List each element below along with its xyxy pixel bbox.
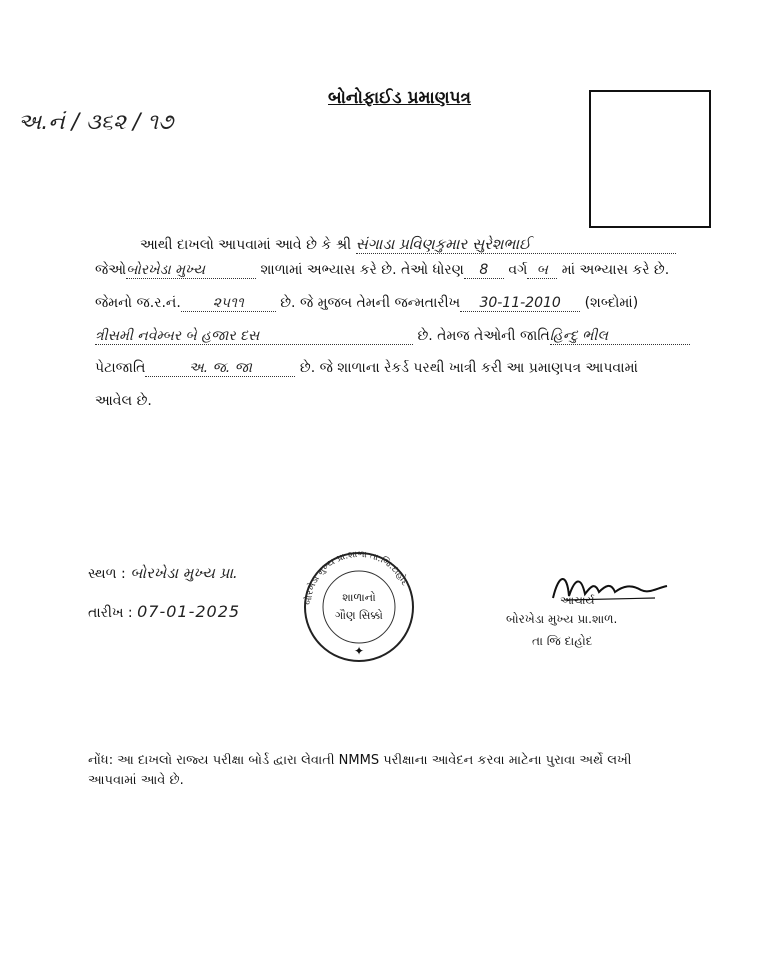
- note-line-1: નોંધ: આ દાખલો રાજ્ય પરીક્ષા બોર્ડ દ્વારા લેવાતી NMMS પરીક્ષાના આવેદન કરવા માટેના પુરાવા અર્થે લખી: [88, 753, 632, 768]
- date-value: 07-01-2025: [137, 602, 241, 621]
- body-text: છે. તેમજ તેઓની જાતિ: [417, 328, 550, 344]
- body-text: વર્ગ: [508, 262, 528, 278]
- standard-value: 8: [464, 262, 504, 279]
- caste-value: હિન્દુ ભીલ: [550, 328, 690, 345]
- body-line-3: [95, 295, 638, 312]
- certificate-title: બોનોફાઈડ પ્રમાણપત્ર: [328, 88, 472, 108]
- note-line-2: આપવામાં આવે છે.: [88, 773, 184, 788]
- body-line-2: [95, 262, 669, 279]
- body-text: આથી દાખલો આપવામાં આવે છે કે શ્રી: [140, 237, 352, 253]
- place-label: સ્થળ :: [88, 566, 126, 582]
- photo-box: [589, 90, 711, 228]
- stamp-line-1: શાળાનો: [342, 591, 376, 604]
- body-text: (શબ્દોમાં): [584, 295, 639, 311]
- body-line-1: [140, 235, 676, 254]
- place-value: બોરખેડા મુખ્ય પ્રા.: [130, 564, 238, 582]
- body-line-6: આવેલ છે.: [95, 393, 152, 409]
- body-text: પેટાજાતિ: [95, 360, 146, 376]
- body-text: છે. જે શાળાના રેકર્ડ પરથી ખાત્રી કરી આ પ્રમાણપત્ર આપવામાં: [299, 360, 638, 376]
- body-text: છે. જે મુજબ તેમની જન્મતારીખ: [280, 295, 461, 311]
- body-line-4: [95, 328, 690, 345]
- date-label: તારીખ :: [88, 605, 133, 621]
- body-text: માં અભ્યાસ કરે છે.: [561, 262, 670, 278]
- body-line-5: [95, 360, 638, 377]
- student-name: સંગાડા પ્રવિણકુમાર સુરેશભાઈ: [356, 235, 676, 254]
- school-name: બોરખેડા મુખ્ય: [126, 262, 256, 279]
- body-text: જેઓ: [95, 262, 127, 278]
- stamp-outer-text: બોરખેડા મુખ્ય પ્રા.શાળા તા.જિ.દાહોદ: [303, 549, 410, 606]
- subcaste-value: અ. જ. જા: [145, 360, 295, 377]
- signature-title: આચાર્ય: [560, 594, 595, 607]
- body-text: જેમનો જ.ર.નં.: [95, 295, 181, 311]
- body-text: શાળામાં અભ્યાસ કરે છે. તેઓ ધોરણ: [260, 262, 464, 278]
- signature-district: તા જિ દાહોદ: [532, 634, 593, 648]
- stamp-star-icon: ✦: [353, 644, 365, 658]
- division-value: બ: [527, 262, 557, 279]
- register-number: ૨૫૧૧: [181, 295, 276, 312]
- birth-date-words: ત્રીસમી નવેમ્બર બે હજાર દસ: [95, 328, 413, 345]
- place-row: [88, 564, 238, 582]
- stamp-line-2: ગૌણ સિક્કો: [335, 609, 383, 622]
- date-row: [88, 602, 240, 621]
- school-stamp: [289, 545, 429, 665]
- reference-number: અ.નં / ૩૬૨ / ૧૭: [18, 110, 174, 135]
- birth-date: 30-11-2010: [460, 295, 580, 312]
- signature-school: બોરખેડા મુખ્ય પ્રા.શાળ.: [506, 612, 618, 626]
